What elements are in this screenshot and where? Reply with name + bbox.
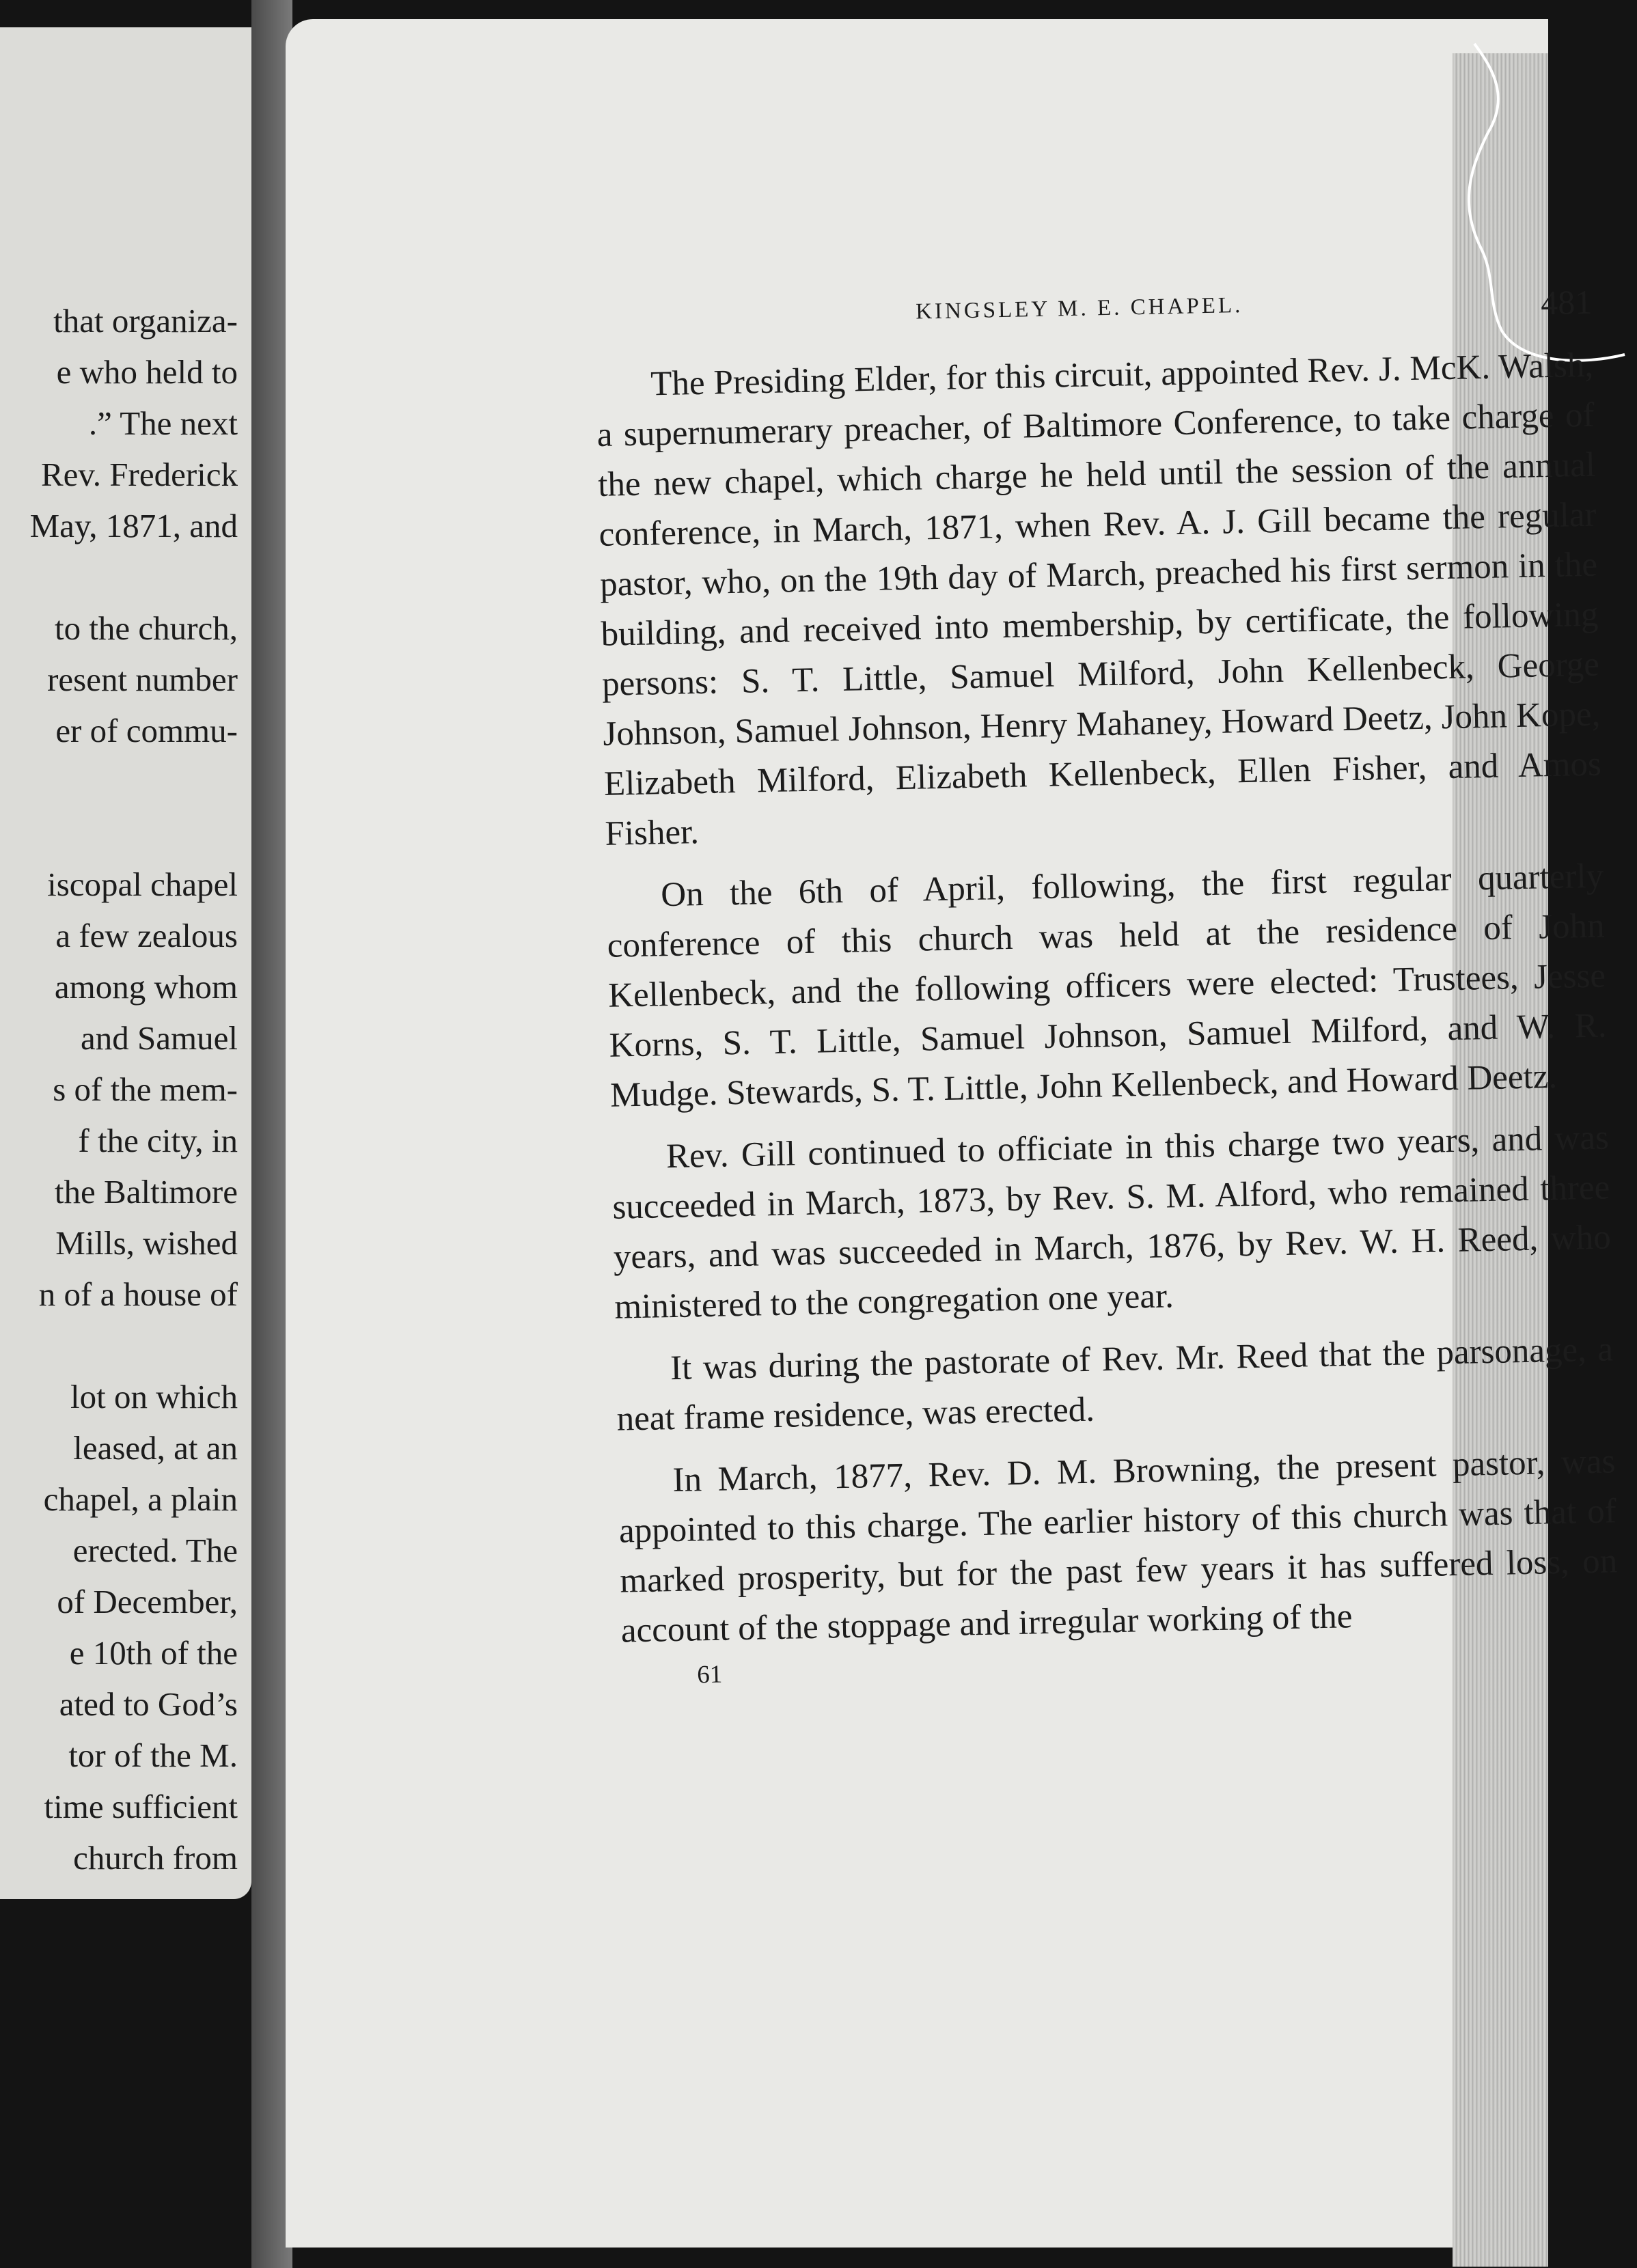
- left-page-line: n of a house of: [38, 1275, 238, 1313]
- left-page-line: Rev. Frederick: [41, 456, 238, 493]
- left-page-line: among whom: [54, 968, 238, 1006]
- left-page-line: s of the mem-: [53, 1070, 238, 1108]
- left-page-line: that organiza-: [53, 302, 238, 340]
- left-page-line: er of commu-: [55, 712, 238, 749]
- paragraph: Rev. Gill continued to officiate in this charge two years, and was succeeded in March, 1873, by Rev. S. M. Alford, who remained three years, and was succeeded in March, 1876, by Rev. W. H. Reed, who ministered to the congregation one year.: [611, 1118, 1612, 1327]
- left-page-line: e 10th of the: [69, 1634, 238, 1672]
- paragraph: It was during the pastorate of Rev. Mr. Reed that the parsonage, a neat frame residence, was erected.: [616, 1330, 1614, 1439]
- left-page-line: church from: [73, 1839, 238, 1877]
- left-page-line: a few zealous: [55, 917, 238, 954]
- right-page: [286, 19, 1618, 2248]
- left-page: [0, 27, 251, 1899]
- text-block: [594, 282, 1619, 1691]
- left-page-line: to the church,: [54, 609, 238, 647]
- left-page-line: May, 1871, and: [29, 507, 238, 544]
- page-number: 481: [1540, 282, 1593, 322]
- paragraph: In March, 1877, Rev. D. M. Browning, the present pastor, was appointed to this charge. The earlier history of this church was that of marked prosperity, but for the past few years it has suffered loss, on account of the stoppage and irregular working of the: [618, 1442, 1618, 1650]
- signature-mark: 61: [696, 1660, 723, 1689]
- left-page-line: chapel, a plain: [43, 1480, 238, 1518]
- left-page-line: e who held to: [56, 353, 238, 391]
- left-page-line: the Baltimore: [54, 1173, 238, 1211]
- left-page-line: tor of the M.: [68, 1737, 238, 1774]
- left-page-line: ated to God’s: [59, 1685, 238, 1723]
- left-page-line: time sufficient: [44, 1788, 238, 1825]
- left-page-line: of December,: [57, 1583, 238, 1620]
- paragraph: On the 6th of April, following, the first regular quarterly conference of this church was held at the residence of John Kellenbeck, and the following officers were elected: Trustees, Jesse Korns, S. T. Little, Samuel Johnson, Samuel Milford, and W. R. Mudge. Stewards, S. T. Little, John Kellenbeck, and Howard Deetz.: [607, 857, 1608, 1115]
- left-page-line: iscopal chapel: [47, 866, 238, 903]
- left-page-line: f the city, in: [78, 1122, 238, 1159]
- left-page-line: Mills, wished: [55, 1224, 238, 1262]
- left-page-line: lot on which: [70, 1378, 238, 1415]
- left-page-line: erected. The: [72, 1532, 238, 1569]
- left-page-line: leased, at an: [73, 1429, 238, 1467]
- paragraph: The Presiding Elder, for this circuit, appointed Rev. J. McK. Walsh, a supernumerary preacher, of Baltimore Conference, to take charge of the new chapel, which charge he held until the session of the annual conference, in March, 1871, when Rev. A. J. Gill became the regular pastor, who, on the 19th day of March, preached his first sermon in the building, and received into membership, by certificate, the following persons: S. T. Little, Samuel Milford, John Kellenbeck, George Johnson, Samuel Johnson, Henry Mahaney, Howard Deetz, John Kope, Elizabeth Milford, Elizabeth Kellenbeck, Ellen Fisher, and Amos Fisher.: [596, 346, 1602, 853]
- running-title: KINGSLEY M. E. CHAPEL.: [915, 292, 1243, 324]
- left-page-line: and Samuel: [81, 1019, 238, 1057]
- left-page-line: resent number: [47, 661, 238, 698]
- left-page-line: .” The next: [88, 404, 238, 442]
